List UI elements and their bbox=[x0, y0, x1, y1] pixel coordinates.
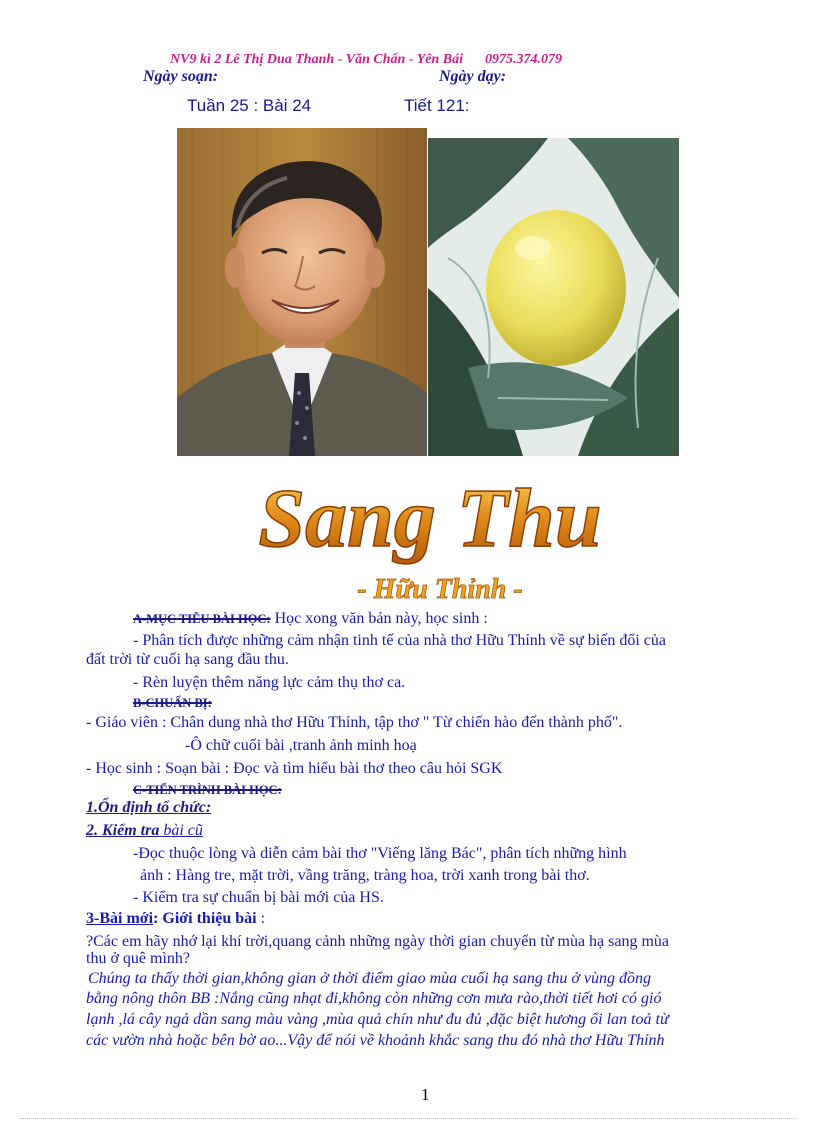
portrait-photo bbox=[177, 128, 427, 456]
intro-para-2: bằng nông thôn BB :Nắng cũng nhạt đi,không còn những cơn mưa rào,thời tiết hơi có gió bbox=[86, 990, 662, 1007]
question-1: ?Các em hãy nhớ lại khí trời,quang cảnh những ngày thời gian chuyển từ mùa hạ sang mùa bbox=[86, 933, 670, 950]
section-c-heading: C-TIẾN TRÌNH BÀI HỌC: bbox=[133, 783, 282, 797]
ngay-soan-label: Ngày soạn: bbox=[143, 68, 219, 85]
author-text: - Hữu Thỉnh - bbox=[357, 574, 523, 605]
teacher-prep-2: -Ô chữ cuối bài ,tranh ảnh minh hoạ bbox=[185, 737, 417, 754]
teacher-prep: - Giáo viên : Chân dung nhà thơ Hữu Thỉnh, tập thơ " Từ chiến hào đến thành phố". bbox=[86, 714, 623, 731]
step-1: 1.Ổn định tổ chức: bbox=[86, 799, 212, 816]
step-3 bbox=[86, 910, 265, 928]
intro-para-4: các vườn nhà hoặc bên bờ ao...Vậy để nói về khoảnh khắc sang thu đó nhà thơ Hữu Thỉnh bbox=[86, 1032, 665, 1049]
objective-1: - Phân tích được những cảm nhận tinh tế của nhà thơ Hữu Thỉnh về sự biến đổi của bbox=[133, 632, 666, 649]
intro-para-3: lạnh ,lá cây ngả dần sang màu vàng ,mùa quả chín như đu đủ ,đặc biệt hương ổi lan toả từ bbox=[86, 1011, 669, 1028]
guava-fruit-photo bbox=[428, 138, 679, 456]
step-2 bbox=[86, 822, 203, 840]
section-b-heading: B-CHUẨN BỊ: bbox=[133, 696, 212, 710]
section-a-intro: Học xong văn bản này, học sinh : bbox=[270, 610, 488, 627]
section-a-heading: A-MỤC TIÊU BÀI HỌC: bbox=[133, 612, 271, 626]
check-2: - Kiểm tra sự chuẩn bị bài mới của HS. bbox=[133, 889, 384, 906]
page-number: 1 bbox=[421, 1085, 430, 1104]
page-break-divider bbox=[20, 1118, 796, 1119]
step-3-label: 3-Bài mới bbox=[86, 910, 154, 927]
lesson-period: Tiết 121: bbox=[404, 96, 470, 115]
lesson-week: Tuần 25 : Bài 24 bbox=[187, 96, 312, 115]
intro-para-1: Chúng ta thấy thời gian,không gian ở thời điểm giao mùa cuối hạ sang thu ở vùng đồng bbox=[88, 970, 652, 987]
student-prep: - Học sinh : Soạn bài : Đọc và tìm hiểu bài thơ theo câu hỏi SGK bbox=[86, 760, 503, 777]
step-3-colon: : bbox=[256, 910, 266, 927]
title-art bbox=[180, 468, 680, 568]
page-header bbox=[170, 52, 562, 68]
objective-2: - Rèn luyện thêm năng lực cảm thụ thơ ca. bbox=[133, 674, 406, 691]
title-text: Sang Thu bbox=[258, 472, 602, 565]
header-phone: 0975.374.079 bbox=[485, 52, 563, 67]
check-1-cont: ảnh : Hàng tre, mặt trời, vầng trăng, tràng hoa, trời xanh trong bài thơ. bbox=[140, 867, 590, 884]
header-school: NV9 kì 2 Lê Thị Dua Thanh - Văn Chấn - Yên Bái bbox=[170, 52, 464, 67]
step-2-bold: 2. Kiểm tra bbox=[86, 822, 160, 839]
section-a-line bbox=[133, 610, 488, 628]
step-2-rest: bài cũ bbox=[159, 822, 203, 839]
check-1: -Đọc thuộc lòng và diễn cảm bài thơ "Viếng lăng Bác", phân tích những hình bbox=[133, 845, 627, 862]
question-1-cont: thu ở quê mình? bbox=[86, 950, 190, 967]
author-art bbox=[300, 570, 580, 606]
objective-1-cont: đất trời từ cuối hạ sang đầu thu. bbox=[86, 651, 289, 668]
step-3-intro: : Giới thiệu bài bbox=[153, 910, 257, 927]
ngay-day-label: Ngày dạy: bbox=[439, 68, 507, 85]
